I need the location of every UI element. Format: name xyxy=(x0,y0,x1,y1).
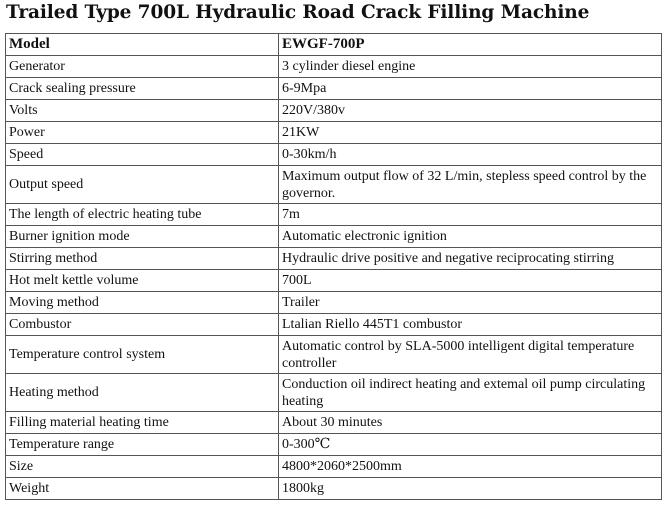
table-row xyxy=(6,336,662,374)
table-row xyxy=(6,144,662,166)
row-label: Filling material heating time xyxy=(6,412,279,434)
row-label: Volts xyxy=(6,100,279,122)
page-title: Trailed Type 700L Hydraulic Road Crack Filling Machine xyxy=(6,2,590,23)
row-value: 7m xyxy=(279,204,662,226)
row-value: 0-30km/h xyxy=(279,144,662,166)
table-row xyxy=(6,456,662,478)
table-row xyxy=(6,248,662,270)
row-value: 4800*2060*2500mm xyxy=(279,456,662,478)
header-label: Model xyxy=(6,34,279,56)
table-row xyxy=(6,166,662,204)
row-value: 700L xyxy=(279,270,662,292)
table-row xyxy=(6,122,662,144)
table-row xyxy=(6,478,662,500)
table-row xyxy=(6,292,662,314)
row-value: 0-300℃ xyxy=(279,434,662,456)
row-value: 1800kg xyxy=(279,478,662,500)
row-label: The length of electric heating tube xyxy=(6,204,279,226)
row-value: Conduction oil indirect heating and extemal oil pump circulating heating xyxy=(279,374,662,412)
table-row xyxy=(6,314,662,336)
table-row xyxy=(6,226,662,248)
table-row xyxy=(6,412,662,434)
row-label: Combustor xyxy=(6,314,279,336)
header-value: EWGF-700P xyxy=(279,34,662,56)
row-value: 6-9Mpa xyxy=(279,78,662,100)
row-label: Output speed xyxy=(6,166,279,204)
row-value: 3 cylinder diesel engine xyxy=(279,56,662,78)
table-row xyxy=(6,434,662,456)
table-row xyxy=(6,270,662,292)
row-label: Size xyxy=(6,456,279,478)
row-label: Stirring method xyxy=(6,248,279,270)
row-label: Generator xyxy=(6,56,279,78)
row-value: Hydraulic drive positive and negative reciprocating stirring xyxy=(279,248,662,270)
row-label: Weight xyxy=(6,478,279,500)
table-row xyxy=(6,100,662,122)
row-label: Burner ignition mode xyxy=(6,226,279,248)
row-value: 21KW xyxy=(279,122,662,144)
table-row xyxy=(6,78,662,100)
spec-table xyxy=(5,33,662,500)
row-label: Hot melt kettle volume xyxy=(6,270,279,292)
row-label: Power xyxy=(6,122,279,144)
row-value: Automatic electronic ignition xyxy=(279,226,662,248)
row-value: Trailer xyxy=(279,292,662,314)
row-label: Crack sealing pressure xyxy=(6,78,279,100)
row-value: Ltalian Riello 445T1 combustor xyxy=(279,314,662,336)
table-row xyxy=(6,374,662,412)
table-row xyxy=(6,56,662,78)
row-value: About 30 minutes xyxy=(279,412,662,434)
row-value: Maximum output flow of 32 L/min, stepless speed control by the governor. xyxy=(279,166,662,204)
row-value: Automatic control by SLA-5000 intelligent digital temperature controller xyxy=(279,336,662,374)
row-label: Speed xyxy=(6,144,279,166)
row-label: Moving method xyxy=(6,292,279,314)
table-header-row xyxy=(6,34,662,56)
row-label: Heating method xyxy=(6,374,279,412)
row-value: 220V/380v xyxy=(279,100,662,122)
table-row xyxy=(6,204,662,226)
row-label: Temperature control system xyxy=(6,336,279,374)
row-label: Temperature range xyxy=(6,434,279,456)
